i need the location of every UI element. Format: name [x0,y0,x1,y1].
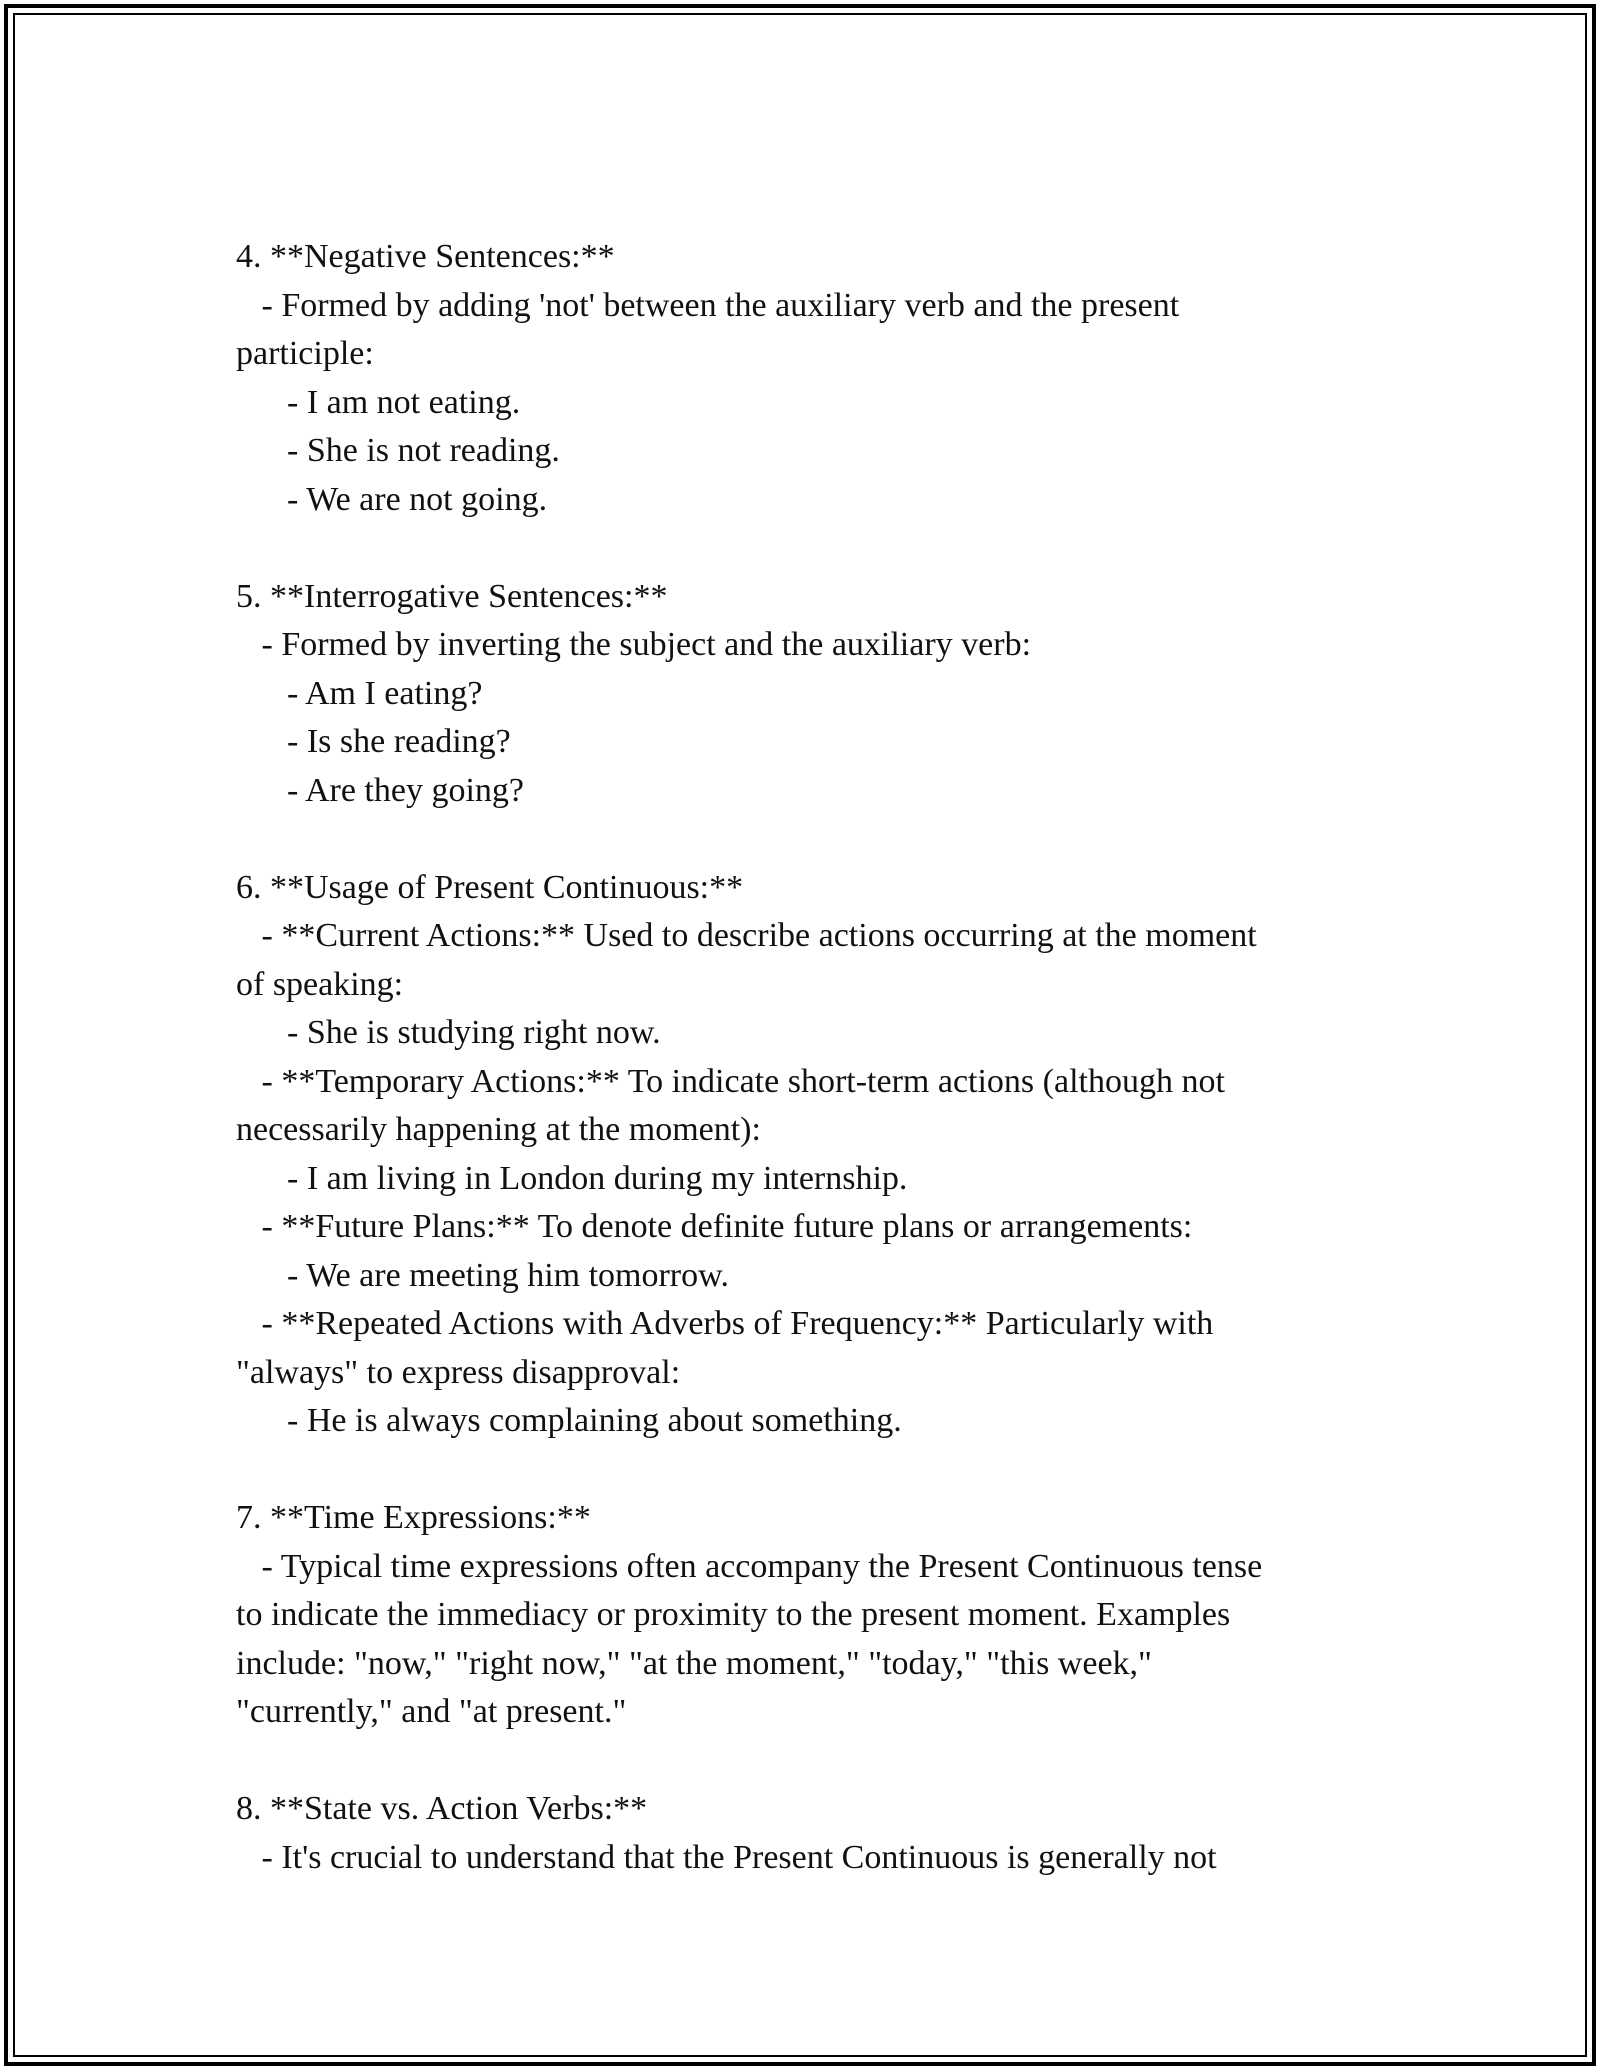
text-line: necessarily happening at the moment): [236,1111,761,1148]
example-line: - He is always complaining about something. [236,1402,902,1439]
text-line: - Formed by inverting the subject and the auxiliary verb: [236,626,1032,663]
text-line: to indicate the immediacy or proximity to the present moment. Examples [236,1596,1231,1633]
blank-line [236,815,1376,864]
text-line: - **Current Actions:** Used to describe actions occurring at the moment [236,917,1257,954]
text-line: - **Future Plans:** To denote definite future plans or arrangements: [236,1208,1193,1245]
blank-line [236,1737,1376,1786]
section-heading-usage: 6. **Usage of Present Continuous:** [236,868,744,906]
text-line: participle: [236,335,374,372]
example-line: - I am not eating. [236,383,521,421]
example-line: - She is not reading. [236,432,560,469]
text-line: - It's crucial to understand that the Present Continuous is generally not [236,1838,1217,1876]
example-line: - Is she reading? [236,723,511,760]
example-line: - I am living in London during my internship. [236,1159,908,1197]
example-line: - She is studying right now. [236,1014,661,1051]
text-line: - Formed by adding 'not' between the auxiliary verb and the present [236,286,1180,324]
text-line: "currently," and "at present." [236,1693,627,1730]
text-line: include: "now," "right now," "at the moment," "today," "this week," [236,1644,1152,1682]
text-line: - **Repeated Actions with Adverbs of Frequency:** Particularly with [236,1305,1214,1342]
example-line: - We are not going. [236,480,548,518]
text-line: - **Temporary Actions:** To indicate short-term actions (although not [236,1062,1225,1100]
document-body [236,233,1376,1882]
section-heading-time-expressions: 7. **Time Expressions:** [236,1499,591,1536]
text-line: of speaking: [236,965,404,1003]
blank-line [236,524,1376,573]
text-line: "always" to express disapproval: [236,1353,681,1391]
example-line: - Are they going? [236,771,524,809]
text-line: - Typical time expressions often accompany the Present Continuous tense [236,1547,1263,1585]
blank-line [236,1446,1376,1495]
example-line: - Am I eating? [236,674,483,712]
section-heading-interrogative: 5. **Interrogative Sentences:** [236,577,668,615]
section-heading-negative: 4. **Negative Sentences:** [236,238,615,275]
example-line: - We are meeting him tomorrow. [236,1256,729,1294]
section-heading-state-action: 8. **State vs. Action Verbs:** [236,1790,648,1827]
